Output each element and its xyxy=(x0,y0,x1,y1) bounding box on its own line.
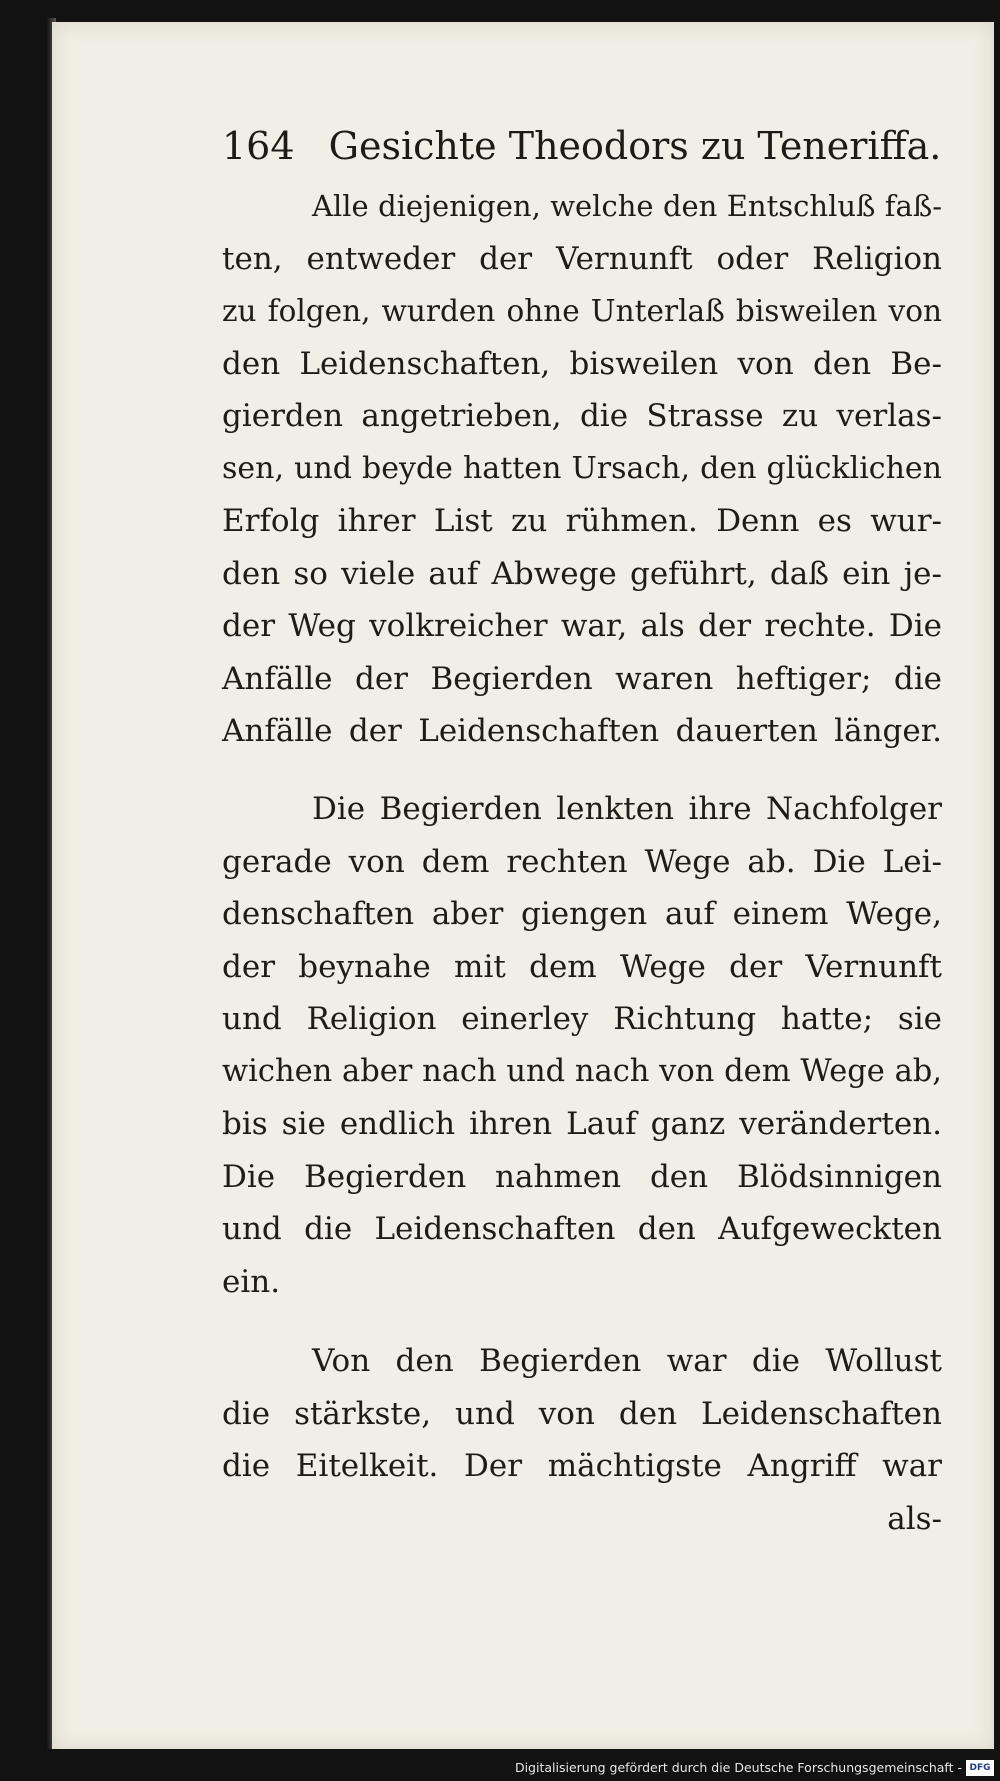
paragraph-2 xyxy=(222,783,942,1308)
text-line: Alle diejenigen, welche den Entschluß faß- xyxy=(312,189,942,223)
text-line: die Eitelkeit. Der mächtigste Angriff war xyxy=(222,1448,942,1484)
text-line: der beynahe mit dem Wege der Vernunft xyxy=(222,948,942,985)
catchword: als- xyxy=(887,1500,942,1537)
text-line: wichen aber nach und nach von dem Wege ab, xyxy=(222,1053,942,1089)
text-line: Die Begierden lenkten ihre Nachfolger xyxy=(312,791,942,827)
text-line: Anfälle der Leidenschaften dauerten länger. xyxy=(222,713,942,749)
funding-credit: Digitalisierung gefördert durch die Deutsche Forschungsgemeinschaft - xyxy=(514,1760,962,1775)
text-line: der Weg volkreicher war, als der rechte. Die xyxy=(222,608,942,644)
page-header xyxy=(222,124,941,168)
text-line: den so viele auf Abwege geführt, daß ein je- xyxy=(222,555,942,592)
text-line: ein. xyxy=(222,1263,281,1300)
text-line: zu folgen, wurden ohne Unterlaß bisweilen von xyxy=(222,294,942,328)
text-line: und die Leidenschaften den Aufgeweckten xyxy=(222,1211,942,1247)
text-line: ten, entweder der Vernunft oder Religion xyxy=(222,240,942,277)
text-line: Erfolg ihrer List zu rühmen. Denn es wur- xyxy=(222,503,942,539)
text-line: und Religion einerley Richtung hatte; sie xyxy=(222,1001,942,1037)
text-line: den Leidenschaften, bisweilen von den Be- xyxy=(222,345,942,382)
page-number: 164 xyxy=(222,124,295,168)
paragraph-3 xyxy=(222,1335,942,1545)
text-line: Anfälle der Begierden waren heftiger; die xyxy=(222,660,942,697)
footer-bar xyxy=(0,1749,1000,1781)
text-line: Von den Begierden war die Wollust xyxy=(312,1343,942,1379)
text-line: Die Begierden nahmen den Blödsinnigen xyxy=(222,1158,942,1195)
text-line: bis sie endlich ihren Lauf ganz veränderten. xyxy=(222,1106,942,1142)
text-line: gierden angetrieben, die Strasse zu verlas- xyxy=(222,398,942,434)
running-title: Gesichte Theodors zu Teneriffa. xyxy=(328,124,942,168)
dfg-logo: DFG xyxy=(966,1760,994,1776)
text-line: sen, und beyde hatten Ursach, den glücklichen xyxy=(222,450,942,486)
paragraph-1 xyxy=(222,180,942,758)
text-line: die stärkste, und von den Leidenschaften xyxy=(222,1395,942,1432)
text-line: gerade von dem rechten Wege ab. Die Lei- xyxy=(222,843,942,880)
text-line: denschaften aber giengen auf einem Wege, xyxy=(222,896,942,932)
